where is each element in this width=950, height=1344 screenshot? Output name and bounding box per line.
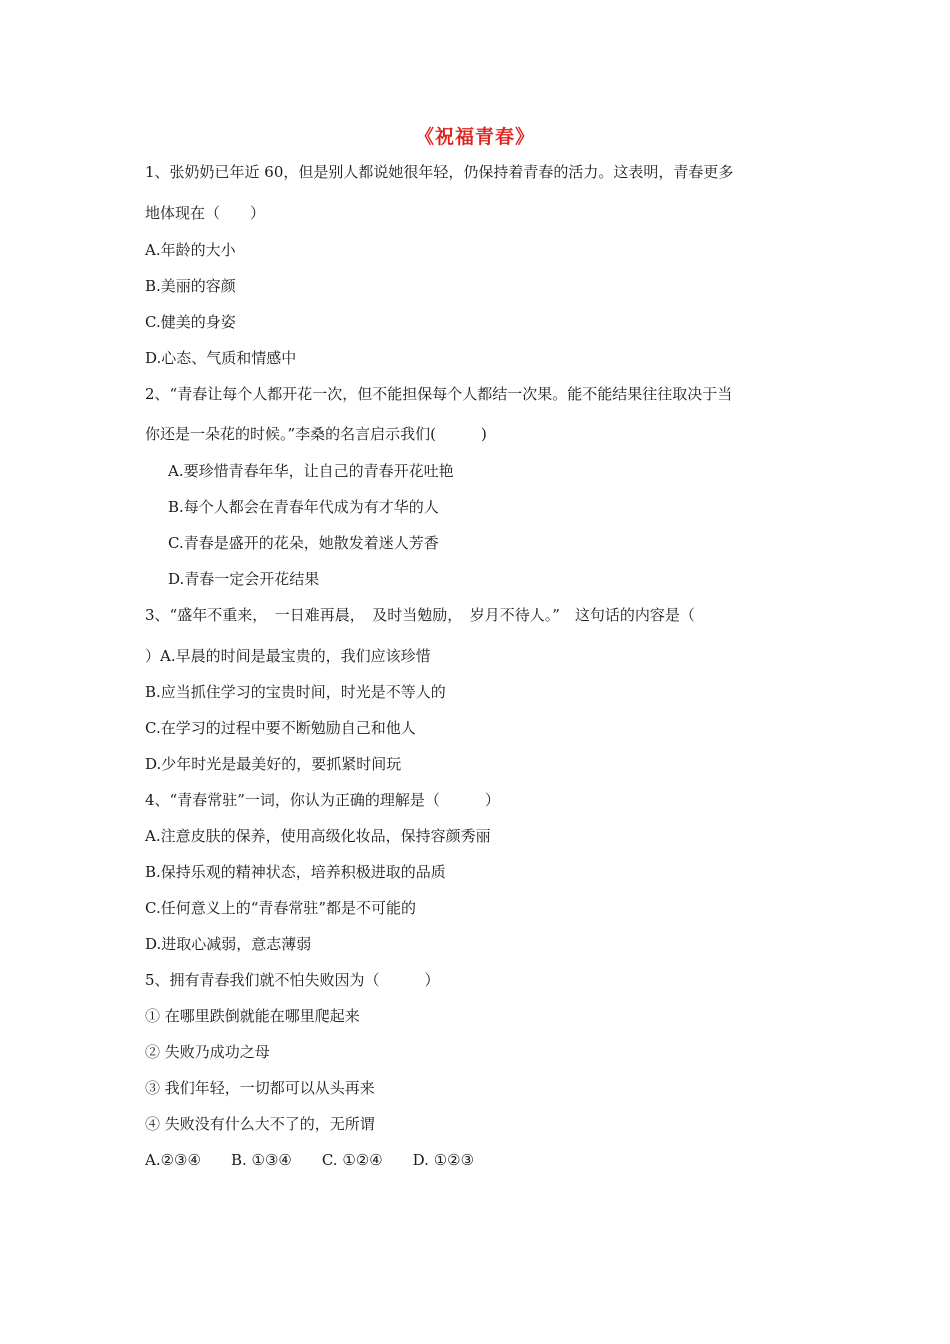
q4-option-b: B.保持乐观的精神状态，培养积极进取的品质 — [145, 863, 446, 881]
q4-option-d: D.进取心减弱，意志薄弱 — [145, 935, 312, 953]
q2-stem-line2: 你还是一朵花的时候。”李桑的名言启示我们( ) — [145, 425, 487, 443]
q3-option-b: B.应当抓住学习的宝贵时间，时光是不等人的 — [145, 683, 446, 701]
q4-option-c: C.任何意义上的“青春常驻”都是不可能的 — [145, 899, 417, 917]
q1-option-c: C.健美的身姿 — [145, 313, 236, 331]
q3-stem-line1: 3、“盛年不重来， 一日难再晨， 及时当勉励， 岁月不待人。” 这句话的内容是（ — [145, 606, 695, 624]
q4-option-a: A.注意皮肤的保养，使用高级化妆品，保持容颜秀丽 — [145, 827, 491, 845]
q1-option-d: D.心态、气质和情感中 — [145, 349, 297, 367]
q3-stem-line2-option-a: ）A.早晨的时间是最宝贵的，我们应该珍惜 — [145, 647, 431, 665]
q1-option-b: B.美丽的容颜 — [145, 277, 236, 295]
q2-option-b: B.每个人都会在青春年代成为有才华的人 — [168, 498, 439, 516]
q4-stem: 4、“青春常驻”一词，你认为正确的理解是（ ） — [145, 791, 500, 809]
q5-statement-3: ③ 我们年轻，一切都可以从头再来 — [145, 1079, 375, 1097]
q1-stem-line2: 地体现在（ ） — [145, 204, 266, 222]
q3-option-c: C.在学习的过程中要不断勉励自己和他人 — [145, 719, 416, 737]
q2-option-d: D.青春一定会开花结果 — [168, 570, 320, 588]
document-title: 《祝福青春》 — [414, 126, 535, 148]
q5-stem: 5、拥有青春我们就不怕失败因为（ ） — [145, 971, 440, 989]
q5-statement-1: ① 在哪里跌倒就能在哪里爬起来 — [145, 1007, 360, 1025]
q2-option-a: A.要珍惜青春年华，让自己的青春开花吐艳 — [168, 462, 454, 480]
q3-option-d: D.少年时光是最美好的，要抓紧时间玩 — [145, 755, 402, 773]
q2-stem-line1: 2、“青春让每个人都开花一次，但不能担保每个人都结一次果。能不能结果往往取决于当 — [145, 385, 733, 403]
q5-statement-4: ④ 失败没有什么大不了的，无所谓 — [145, 1115, 375, 1133]
q2-option-c: C.青春是盛开的花朵，她散发着迷人芳香 — [168, 534, 439, 552]
q5-options: A.②③④ B. ①③④ C. ①②④ D. ①②③ — [145, 1151, 475, 1169]
q1-stem-line1: 1、张奶奶已年近 60，但是别人都说她很年轻，仍保持着青春的活力。这表明，青春更多 — [145, 163, 734, 181]
q1-option-a: A.年龄的大小 — [145, 241, 236, 259]
q5-statement-2: ② 失败乃成功之母 — [145, 1043, 270, 1061]
